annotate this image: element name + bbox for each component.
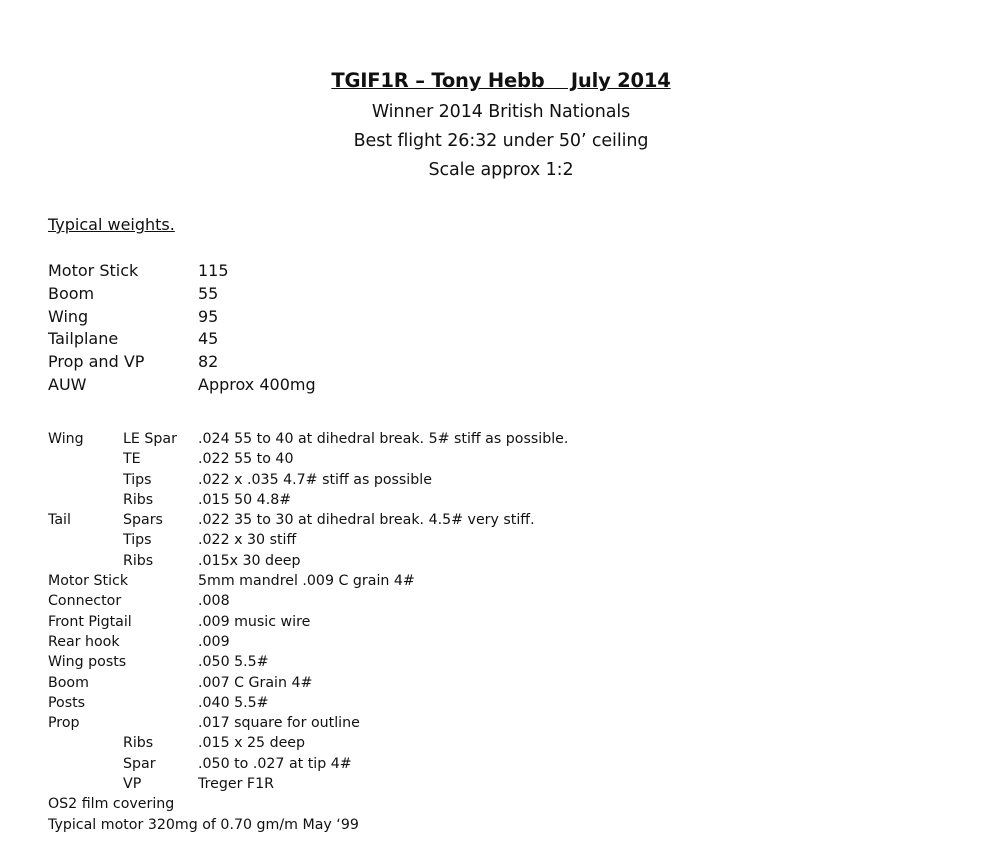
spec-part: TE xyxy=(123,451,141,468)
spec-detail: 5mm mandrel .009 C grain 4# xyxy=(198,573,415,590)
spec-part: LE Spar xyxy=(123,431,177,447)
weight-value: 115 xyxy=(198,261,229,280)
spec-part: Tips xyxy=(123,532,152,549)
spec-detail: .040 5.5# xyxy=(198,694,269,711)
spec-component: Connector xyxy=(48,593,122,610)
spec-detail: .024 55 to 40 at dihedral break. 5# stiff as possible. xyxy=(198,431,569,447)
spec-part: Ribs xyxy=(123,735,154,752)
spec-component: Wing xyxy=(48,431,84,447)
subtitle-scale: Scale approx 1:2 xyxy=(428,160,574,180)
weight-label: AUW xyxy=(48,374,87,394)
spec-component: Boom xyxy=(48,674,89,691)
weight-label: Motor Stick xyxy=(48,261,139,280)
weight-value: 95 xyxy=(198,306,219,326)
spec-component: Wing posts xyxy=(48,654,127,671)
spec-detail: .017 square for outline xyxy=(198,715,360,732)
weight-label: Prop and VP xyxy=(48,352,145,372)
spec-part: Spars xyxy=(123,512,163,529)
spec-detail: .009 music wire xyxy=(198,613,311,630)
covering-note: OS2 film covering xyxy=(48,796,175,812)
spec-detail: .022 x 30 stiff xyxy=(198,532,297,549)
footer-notes xyxy=(48,794,359,835)
spec-part: Ribs xyxy=(123,552,154,569)
weight-value: 82 xyxy=(198,352,219,372)
weight-label: Wing xyxy=(48,306,89,326)
spec-detail: .015 50 4.8# xyxy=(198,491,292,508)
weight-value: 45 xyxy=(198,329,219,349)
weight-value: Approx 400mg xyxy=(198,374,316,394)
spec-part: Spar xyxy=(123,755,156,772)
spec-detail: .009 xyxy=(198,633,230,650)
spec-component: Rear hook xyxy=(48,633,120,650)
spec-detail: .015 x 25 deep xyxy=(198,735,306,752)
spec-part: VP xyxy=(123,776,142,793)
spec-detail: .022 x .035 4.7# stiff as possible xyxy=(198,471,432,488)
spec-component: Tail xyxy=(48,512,71,529)
spec-detail: Treger F1R xyxy=(198,776,274,793)
subtitle-award: Winner 2014 British Nationals xyxy=(371,102,631,122)
weight-value: 55 xyxy=(198,283,219,303)
spec-component: Front Pigtail xyxy=(48,613,132,630)
weight-label: Tailplane xyxy=(48,329,119,349)
motor-note: Typical motor 320mg of 0.70 gm/m May ‘99 xyxy=(48,816,359,833)
spec-detail: .022 55 to 40 xyxy=(198,451,294,468)
spec-component: Motor Stick xyxy=(48,573,129,590)
spec-detail: .008 xyxy=(198,593,230,610)
spec-part: Tips xyxy=(123,471,152,488)
spec-part: Ribs xyxy=(123,491,154,508)
spec-detail: .022 35 to 30 at dihedral break. 4.5# very stiff. xyxy=(198,512,535,529)
spec-detail: .007 C Grain 4# xyxy=(198,674,313,691)
weight-label: Boom xyxy=(48,283,95,303)
document-title: TGIF1R – Tony Hebb July 2014 xyxy=(331,69,671,92)
spec-detail: .050 5.5# xyxy=(198,654,269,671)
weights-heading: Typical weights. xyxy=(48,215,175,234)
subtitle-best-flight: Best flight 26:32 under 50’ ceiling xyxy=(353,131,649,151)
spec-component: Posts xyxy=(48,694,86,711)
spec-component: Prop xyxy=(48,715,80,732)
spec-detail: .015x 30 deep xyxy=(198,552,301,569)
spec-detail: .050 to .027 at tip 4# xyxy=(198,755,352,772)
